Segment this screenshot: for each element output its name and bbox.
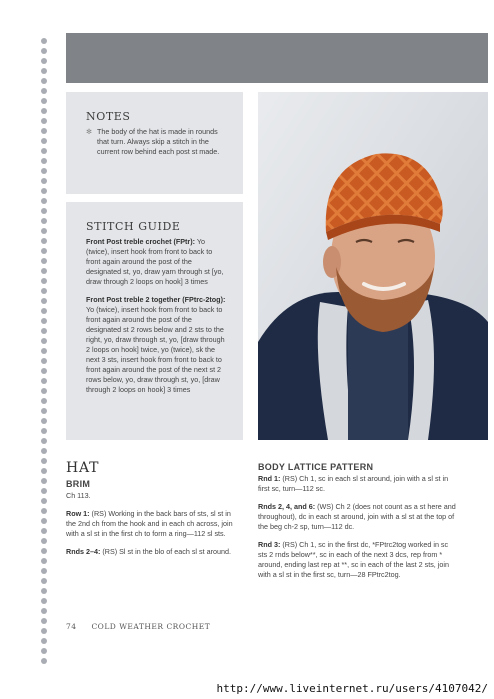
asterisk-icon: ✻ — [86, 127, 93, 136]
binding-dot — [41, 528, 47, 534]
binding-dot — [41, 538, 47, 544]
source-url-link[interactable]: http://www.liveinternet.ru/users/4107042/ — [216, 682, 488, 695]
binding-dot — [41, 588, 47, 594]
binding-dot — [41, 558, 47, 564]
binding-dot — [41, 218, 47, 224]
binding-dot — [41, 368, 47, 374]
row-text: (RS) Ch 1, sc in the first dc, *FPtrc2tog worked in sc sts 2 rnds below**, sc in each of the next 3 dcs, rep from * around, ending last rep at **, sc in each of the last 2 sts, join with a sl st in the first sc, turn—28 FPtrc2tog. — [258, 540, 449, 579]
binding-dot — [41, 48, 47, 54]
binding-dot — [41, 238, 47, 244]
chain-count: Ch 113. — [66, 491, 91, 500]
binding-dot — [41, 428, 47, 434]
binding-dot — [41, 268, 47, 274]
binding-dot — [41, 158, 47, 164]
binding-dot — [41, 568, 47, 574]
notes-text: The body of the hat is made in rounds that turn. Always skip a stitch in the current row behind each post st made. — [97, 127, 220, 156]
binding-dot — [41, 338, 47, 344]
binding-dot — [41, 128, 47, 134]
row-term: Row 1: — [66, 509, 90, 518]
binding-dot — [41, 358, 47, 364]
binding-dot — [41, 168, 47, 174]
stitch-guide-entry — [86, 295, 227, 395]
binding-dot — [41, 298, 47, 304]
entry-term: Front Post treble 2 together (FPtrc-2tog): — [86, 295, 226, 304]
binding-dot — [41, 348, 47, 354]
row-term: Rnds 2, 4, and 6: — [258, 502, 316, 511]
binding-dot — [41, 598, 47, 604]
header-band — [66, 33, 488, 83]
row-text: (RS) Sl st in the blo of each sl st around. — [100, 547, 231, 556]
stitch-guide-box — [66, 202, 243, 440]
binding-dot — [41, 208, 47, 214]
binding-dot — [41, 638, 47, 644]
stitch-guide-title: STITCH GUIDE — [86, 220, 181, 233]
binding-dot — [41, 288, 47, 294]
binding-dot — [41, 398, 47, 404]
binding-dot — [41, 328, 47, 334]
instruction-row — [258, 474, 458, 494]
row-text: (RS) Ch 1, sc in each sl st around, join with a sl st in first sc, turn—112 sc. — [258, 474, 449, 493]
binding-dot — [41, 628, 47, 634]
instruction-row — [66, 509, 242, 539]
binding-dot — [41, 658, 47, 664]
stitch-guide-entry — [86, 237, 227, 287]
binding-dot — [41, 388, 47, 394]
binding-dot — [41, 438, 47, 444]
hat-instructions — [66, 491, 242, 565]
entry-term: Front Post treble crochet (FPtr): — [86, 237, 196, 246]
binding-dot — [41, 488, 47, 494]
binding-dot — [41, 498, 47, 504]
row-term: Rnd 1: — [258, 474, 281, 483]
entry-text: Yo (twice), insert hook from front to back to front again around the post of the designated st 2 rows below and 2 sts to the right, yo, draw through st, yo, [draw through 2 loops on hook] twice, yo (twice), sk the next 3 sts, insert hook from front to back to front again around the post of the next st 2 rows below, yo, draw through st, yo, [draw through 2 loops on hook] 3 times — [86, 305, 225, 394]
binding-dot — [41, 198, 47, 204]
binding-dot — [41, 508, 47, 514]
binding-dot — [41, 608, 47, 614]
row-text: (WS) Ch 2 (does not count as a st here and throughout), dc in each st around, join with a sl st at the top of the beg ch-2 sp, turn—112 dc. — [258, 502, 456, 531]
binding-dot — [41, 308, 47, 314]
binding-dot — [41, 108, 47, 114]
binding-dot — [41, 188, 47, 194]
binding-dot — [41, 68, 47, 74]
binding-dot — [41, 408, 47, 414]
entry-text: Yo (twice), insert hook from front to back to front again around the post of the designated st, yo, draw yarn through st [yo, draw through 2 loops on hook] 3 times — [86, 237, 224, 286]
page-footer — [66, 622, 210, 631]
binding-dot — [41, 248, 47, 254]
binding-dot — [41, 148, 47, 154]
binding-dot — [41, 378, 47, 384]
instruction-row — [258, 540, 458, 580]
binding-dot — [41, 98, 47, 104]
binding-dot — [41, 58, 47, 64]
binding-dot — [41, 578, 47, 584]
binding-dot — [41, 318, 47, 324]
book-title: COLD WEATHER CROCHET — [91, 622, 211, 631]
instruction-row — [66, 547, 242, 557]
binding-dot — [41, 618, 47, 624]
binding-dot — [41, 648, 47, 654]
notes-box — [66, 92, 243, 194]
row-text: (RS) Working in the back bars of sts, sl st in the 2nd ch from the hook and in each ch across, join with a sl st in the first ch to form a ring—112 sl sts. — [66, 509, 233, 538]
binding-dot — [41, 418, 47, 424]
row-term: Rnds 2–4: — [66, 547, 101, 556]
binding-dot — [41, 178, 47, 184]
notes-title: NOTES — [86, 110, 131, 123]
row-term: Rnd 3: — [258, 540, 281, 549]
binding-dot — [41, 458, 47, 464]
binding-dot — [41, 78, 47, 84]
binding-dot — [41, 258, 47, 264]
binding-dot — [41, 478, 47, 484]
binding-dot — [41, 88, 47, 94]
binding-dot — [41, 468, 47, 474]
hat-title: HAT — [66, 460, 100, 476]
binding-dots — [41, 38, 49, 668]
binding-dot — [41, 118, 47, 124]
lattice-instructions — [258, 474, 458, 588]
binding-dot — [41, 548, 47, 554]
model-photo — [258, 92, 488, 440]
instruction-row — [258, 502, 458, 532]
binding-dot — [41, 38, 47, 44]
binding-dot — [41, 518, 47, 524]
lattice-subhead: BODY LATTICE PATTERN — [258, 462, 374, 472]
binding-dot — [41, 228, 47, 234]
brim-subhead: BRIM — [66, 479, 91, 489]
binding-dot — [41, 278, 47, 284]
binding-dot — [41, 138, 47, 144]
notes-bullet — [86, 127, 225, 157]
page-number: 74 — [66, 622, 77, 631]
binding-dot — [41, 448, 47, 454]
